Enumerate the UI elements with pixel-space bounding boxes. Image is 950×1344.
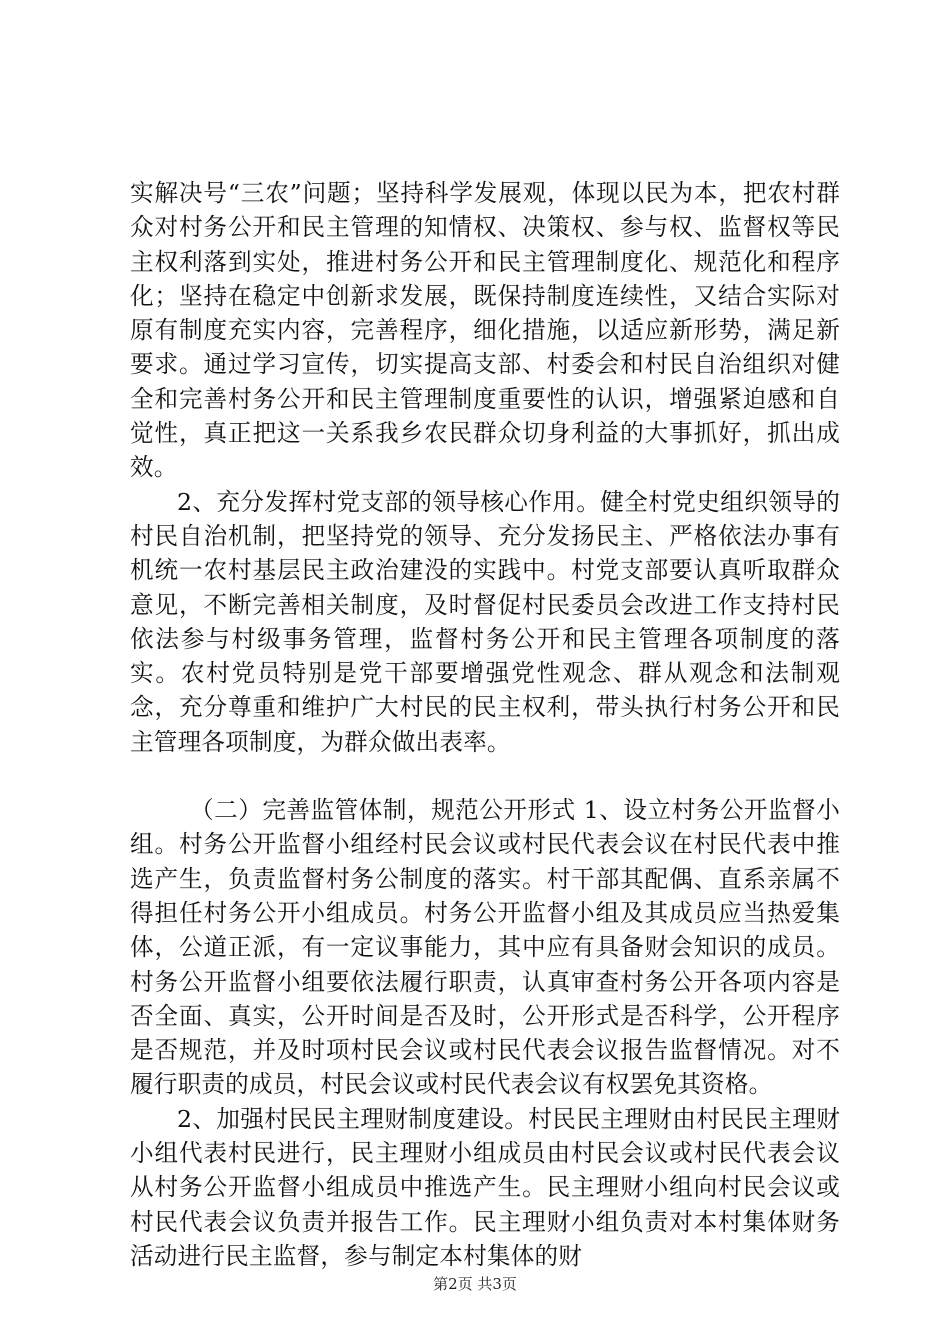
paragraph-spacer (130, 759, 840, 793)
paragraph-continuation: 实解决号“三农”问题；坚持科学发展观，体现以民为本，把农村群众对村务公开和民主管理的知情权、决策权、参与权、监督权等民主权利落到实处，推进村务公开和民主管理制度化、规范化和程序化；坚持在稳定中创新求发展，既保持制度连续性，又结合实际对原有制度充实内容，完善程序，细化措施，以适应新形势，满足新要求。通过学习宣传，切实提高支部、村委会和村民自治组织对健全和完善村务公开和民主管理制度重要性的认识，增强紧迫感和自觉性，真正把这一关系我乡农民群众切身利益的大事抓好，抓出成效。 (130, 179, 840, 482)
paragraph-supervision-group: （二）完善监管体制，规范公开形式 1、设立村务公开监督小组。村务公开监督小组经村民会议或村民代表会议在村民代表中推选产生，负责监督村务公制度的落实。村干部其配偶、直系亲属不得担任村务公开小组成员。村务公开监督小组及其成员应当热爱集体，公道正派，有一定议事能力，其中应有具备财会知识的成员。村务公开监督小组要依法履行职责，认真审查村务公开各项内容是否全面、真实，公开时间是否及时，公开形式是否科学，公开程序是否规范，并及时项村民会议或村民代表会议报告监督情况。对不履行职责的成员，村民会议或村民代表会议有权罢免其资格。 (130, 796, 840, 1099)
page-number: 第2页 共3页 (433, 1275, 517, 1293)
paragraph-party-branch: 2、充分发挥村党支部的领导核心作用。健全村党史组织领导的村民自治机制，把坚持党的领导、充分发扬民主、严格依法办事有机统一农村基层民主政治建没的实践中。村党支部要认真听取群众意见，不断完善相关制度，及时督促村民委员会改进工作支持村民依法参与村级事务管理，监督村务公开和民主管理各项制度的落实。农村党员特别是党干部要增强党性观念、群从观念和法制观念，充分尊重和维护广大村民的民主权利，带头执行村务公开和民主管理各项制度，为群众做出表率。 (130, 487, 840, 756)
paragraph-democratic-finance: 2、加强村民民主理财制度建设。村民民主理财由村民民主理财小组代表村民进行，民主理财小组成员由村民会议或村民代表会议从村务公开监督小组成员中推选产生。民主理财小组向村民会议或村民代表会议负责并报告工作。民主理财小组负责对本村集体财务活动进行民主监督，参与制定本村集体的财 (130, 1104, 840, 1270)
document-body (130, 176, 840, 1273)
